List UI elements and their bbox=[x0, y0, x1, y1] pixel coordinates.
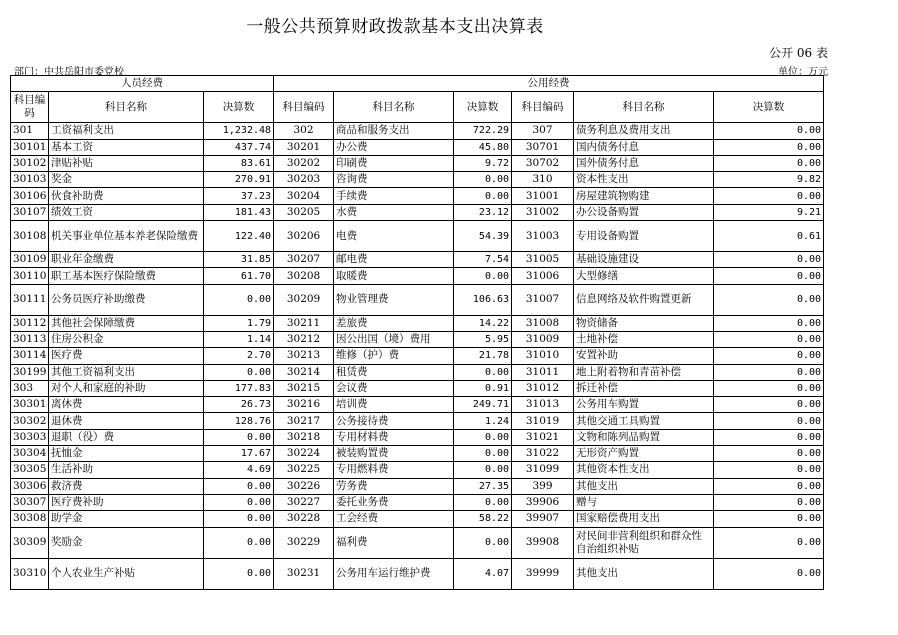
cell-other-amount: 0.00 bbox=[714, 413, 824, 429]
cell-personnel-amount: 0.00 bbox=[204, 558, 274, 589]
cell-other-name: 土地补偿 bbox=[574, 331, 714, 347]
cell-goods-name: 被装购置费 bbox=[334, 446, 454, 462]
cell-personnel-name: 奖励金 bbox=[49, 527, 204, 558]
cell-personnel-code: 30111 bbox=[11, 284, 49, 315]
cell-goods-amount: 0.00 bbox=[454, 268, 512, 284]
cell-goods-amount: 5.95 bbox=[454, 331, 512, 347]
cell-goods-name: 印刷费 bbox=[334, 155, 454, 171]
cell-goods-code: 30205 bbox=[274, 204, 334, 220]
cell-other-code: 31009 bbox=[512, 331, 574, 347]
cell-other-code: 31099 bbox=[512, 462, 574, 478]
cell-goods-code: 30216 bbox=[274, 397, 334, 413]
table-row bbox=[11, 331, 824, 347]
cell-other-name: 国外债务付息 bbox=[574, 155, 714, 171]
cell-other-name: 赠与 bbox=[574, 494, 714, 510]
cell-other-amount: 0.00 bbox=[714, 315, 824, 331]
cell-goods-code: 30231 bbox=[274, 558, 334, 589]
cell-other-code: 30702 bbox=[512, 155, 574, 171]
cell-personnel-code: 30307 bbox=[11, 494, 49, 510]
cell-other-amount: 0.00 bbox=[714, 252, 824, 268]
table-row bbox=[11, 446, 824, 462]
group-header-personnel: 人员经费 bbox=[11, 76, 274, 92]
cell-personnel-code: 30199 bbox=[11, 364, 49, 380]
cell-personnel-name: 机关事业单位基本养老保险缴费 bbox=[49, 221, 204, 252]
col-header-code: 科目编码 bbox=[274, 92, 334, 123]
col-header-amount: 决算数 bbox=[204, 92, 274, 123]
cell-other-name: 无形资产购置 bbox=[574, 446, 714, 462]
cell-personnel-amount: 122.40 bbox=[204, 221, 274, 252]
cell-other-code: 30701 bbox=[512, 139, 574, 155]
cell-personnel-name: 工资福利支出 bbox=[49, 123, 204, 139]
table-row bbox=[11, 397, 824, 413]
cell-personnel-amount: 181.43 bbox=[204, 204, 274, 220]
cell-goods-amount: 0.00 bbox=[454, 429, 512, 445]
cell-goods-code: 30203 bbox=[274, 172, 334, 188]
cell-goods-code: 30209 bbox=[274, 284, 334, 315]
table-row bbox=[11, 268, 824, 284]
cell-personnel-name: 助学金 bbox=[49, 511, 204, 527]
table-row bbox=[11, 221, 824, 252]
cell-personnel-code: 30103 bbox=[11, 172, 49, 188]
cell-other-amount: 0.00 bbox=[714, 123, 824, 139]
cell-personnel-name: 基本工资 bbox=[49, 139, 204, 155]
table-row bbox=[11, 284, 824, 315]
cell-goods-code: 30229 bbox=[274, 527, 334, 558]
cell-other-name: 物资储备 bbox=[574, 315, 714, 331]
cell-other-name: 公务用车购置 bbox=[574, 397, 714, 413]
cell-personnel-name: 抚恤金 bbox=[49, 446, 204, 462]
cell-personnel-code: 30101 bbox=[11, 139, 49, 155]
cell-goods-name: 培训费 bbox=[334, 397, 454, 413]
table-row bbox=[11, 315, 824, 331]
cell-personnel-code: 30102 bbox=[11, 155, 49, 171]
cell-personnel-amount: 0.00 bbox=[204, 429, 274, 445]
cell-personnel-amount: 0.00 bbox=[204, 527, 274, 558]
cell-goods-name: 公务用车运行维护费 bbox=[334, 558, 454, 589]
cell-goods-code: 30228 bbox=[274, 511, 334, 527]
cell-goods-amount: 0.00 bbox=[454, 364, 512, 380]
cell-personnel-amount: 0.00 bbox=[204, 478, 274, 494]
table-row bbox=[11, 348, 824, 364]
cell-goods-amount: 722.29 bbox=[454, 123, 512, 139]
cell-goods-amount: 14.22 bbox=[454, 315, 512, 331]
cell-goods-name: 专用燃料费 bbox=[334, 462, 454, 478]
cell-personnel-code: 30109 bbox=[11, 252, 49, 268]
cell-personnel-amount: 128.76 bbox=[204, 413, 274, 429]
cell-goods-amount: 45.80 bbox=[454, 139, 512, 155]
cell-personnel-name: 职业年金缴费 bbox=[49, 252, 204, 268]
table-row bbox=[11, 172, 824, 188]
cell-personnel-name: 伙食补助费 bbox=[49, 188, 204, 204]
cell-other-amount: 0.00 bbox=[714, 462, 824, 478]
cell-personnel-amount: 0.00 bbox=[204, 284, 274, 315]
cell-other-name: 拆迁补偿 bbox=[574, 380, 714, 396]
table-row bbox=[11, 123, 824, 139]
cell-goods-code: 30212 bbox=[274, 331, 334, 347]
cell-goods-amount: 0.00 bbox=[454, 446, 512, 462]
cell-goods-code: 30213 bbox=[274, 348, 334, 364]
cell-personnel-amount: 17.67 bbox=[204, 446, 274, 462]
cell-other-amount: 0.00 bbox=[714, 155, 824, 171]
cell-other-code: 31003 bbox=[512, 221, 574, 252]
cell-personnel-amount: 31.85 bbox=[204, 252, 274, 268]
cell-other-amount: 0.00 bbox=[714, 494, 824, 510]
cell-other-code: 31010 bbox=[512, 348, 574, 364]
cell-goods-code: 30201 bbox=[274, 139, 334, 155]
cell-personnel-code: 30113 bbox=[11, 331, 49, 347]
cell-other-name: 办公设备购置 bbox=[574, 204, 714, 220]
cell-other-name: 文物和陈列品购置 bbox=[574, 429, 714, 445]
cell-goods-amount: 0.00 bbox=[454, 172, 512, 188]
cell-personnel-amount: 0.00 bbox=[204, 494, 274, 510]
cell-other-amount: 0.00 bbox=[714, 429, 824, 445]
cell-goods-code: 30218 bbox=[274, 429, 334, 445]
cell-other-code: 39907 bbox=[512, 511, 574, 527]
department-label: 部门：中共岳阳市委党校 bbox=[14, 67, 124, 78]
cell-personnel-name: 其他工资福利支出 bbox=[49, 364, 204, 380]
col-header-name: 科目名称 bbox=[574, 92, 714, 123]
cell-personnel-name: 退职（役）费 bbox=[49, 429, 204, 445]
cell-personnel-name: 救济费 bbox=[49, 478, 204, 494]
cell-personnel-name: 公务员医疗补助缴费 bbox=[49, 284, 204, 315]
cell-personnel-code: 30302 bbox=[11, 413, 49, 429]
cell-other-amount: 0.00 bbox=[714, 364, 824, 380]
cell-other-name: 其他资本性支出 bbox=[574, 462, 714, 478]
cell-personnel-amount: 83.61 bbox=[204, 155, 274, 171]
cell-personnel-amount: 0.00 bbox=[204, 364, 274, 380]
cell-personnel-name: 离休费 bbox=[49, 397, 204, 413]
cell-personnel-amount: 61.70 bbox=[204, 268, 274, 284]
cell-other-amount: 9.82 bbox=[714, 172, 824, 188]
cell-personnel-code: 30306 bbox=[11, 478, 49, 494]
cell-goods-name: 因公出国（境）费用 bbox=[334, 331, 454, 347]
expenditure-table bbox=[10, 75, 824, 590]
cell-personnel-amount: 177.83 bbox=[204, 380, 274, 396]
group-header-public: 公用经费 bbox=[274, 76, 824, 92]
cell-goods-name: 工会经费 bbox=[334, 511, 454, 527]
cell-personnel-code: 30112 bbox=[11, 315, 49, 331]
cell-other-code: 31007 bbox=[512, 284, 574, 315]
cell-personnel-code: 30305 bbox=[11, 462, 49, 478]
cell-goods-code: 30208 bbox=[274, 268, 334, 284]
cell-goods-code: 30227 bbox=[274, 494, 334, 510]
cell-personnel-code: 30310 bbox=[11, 558, 49, 589]
cell-personnel-amount: 0.00 bbox=[204, 511, 274, 527]
cell-goods-code: 30225 bbox=[274, 462, 334, 478]
cell-other-amount: 0.00 bbox=[714, 284, 824, 315]
cell-other-code: 39999 bbox=[512, 558, 574, 589]
cell-goods-name: 手续费 bbox=[334, 188, 454, 204]
cell-goods-amount: 23.12 bbox=[454, 204, 512, 220]
cell-goods-name: 取暖费 bbox=[334, 268, 454, 284]
cell-personnel-code: 30308 bbox=[11, 511, 49, 527]
cell-personnel-code: 30303 bbox=[11, 429, 49, 445]
cell-goods-name: 专用材料费 bbox=[334, 429, 454, 445]
cell-personnel-name: 奖金 bbox=[49, 172, 204, 188]
cell-other-code: 31006 bbox=[512, 268, 574, 284]
cell-other-name: 其他交通工具购置 bbox=[574, 413, 714, 429]
table-body bbox=[11, 123, 824, 589]
table-row bbox=[11, 494, 824, 510]
cell-goods-amount: 0.91 bbox=[454, 380, 512, 396]
cell-goods-amount: 54.39 bbox=[454, 221, 512, 252]
cell-other-code: 31005 bbox=[512, 252, 574, 268]
cell-personnel-amount: 437.74 bbox=[204, 139, 274, 155]
cell-other-amount: 0.00 bbox=[714, 446, 824, 462]
cell-goods-amount: 0.00 bbox=[454, 527, 512, 558]
cell-personnel-code: 301 bbox=[11, 123, 49, 139]
cell-personnel-name: 生活补助 bbox=[49, 462, 204, 478]
unit-label: 单位：万元 bbox=[778, 67, 828, 78]
table-row bbox=[11, 204, 824, 220]
cell-other-amount: 0.61 bbox=[714, 221, 824, 252]
table-row bbox=[11, 429, 824, 445]
cell-other-name: 其他支出 bbox=[574, 478, 714, 494]
cell-goods-name: 会议费 bbox=[334, 380, 454, 396]
cell-goods-code: 30204 bbox=[274, 188, 334, 204]
cell-other-amount: 0.00 bbox=[714, 397, 824, 413]
cell-personnel-code: 30114 bbox=[11, 348, 49, 364]
table-row bbox=[11, 478, 824, 494]
cell-goods-code: 302 bbox=[274, 123, 334, 139]
table-row bbox=[11, 462, 824, 478]
cell-other-code: 39908 bbox=[512, 527, 574, 558]
cell-other-code: 31019 bbox=[512, 413, 574, 429]
cell-personnel-name: 其他社会保障缴费 bbox=[49, 315, 204, 331]
cell-other-name: 其他支出 bbox=[574, 558, 714, 589]
cell-other-code: 31021 bbox=[512, 429, 574, 445]
cell-other-name: 国内债务付息 bbox=[574, 139, 714, 155]
col-header-code: 科目编码 bbox=[11, 92, 49, 123]
cell-personnel-amount: 26.73 bbox=[204, 397, 274, 413]
cell-personnel-amount: 1,232.48 bbox=[204, 123, 274, 139]
cell-goods-code: 30217 bbox=[274, 413, 334, 429]
cell-other-amount: 0.00 bbox=[714, 188, 824, 204]
cell-other-amount: 0.00 bbox=[714, 268, 824, 284]
cell-personnel-name: 津贴补贴 bbox=[49, 155, 204, 171]
cell-personnel-amount: 1.14 bbox=[204, 331, 274, 347]
cell-personnel-code: 303 bbox=[11, 380, 49, 396]
cell-goods-amount: 9.72 bbox=[454, 155, 512, 171]
cell-other-name: 资本性支出 bbox=[574, 172, 714, 188]
cell-personnel-code: 30108 bbox=[11, 221, 49, 252]
cell-other-name: 基础设施建设 bbox=[574, 252, 714, 268]
cell-goods-amount: 7.54 bbox=[454, 252, 512, 268]
table-row bbox=[11, 511, 824, 527]
cell-personnel-name: 退休费 bbox=[49, 413, 204, 429]
table-row bbox=[11, 252, 824, 268]
cell-personnel-code: 30301 bbox=[11, 397, 49, 413]
cell-other-amount: 0.00 bbox=[714, 478, 824, 494]
cell-other-name: 信息网络及软件购置更新 bbox=[574, 284, 714, 315]
cell-goods-amount: 0.00 bbox=[454, 494, 512, 510]
cell-other-code: 31012 bbox=[512, 380, 574, 396]
col-header-amount: 决算数 bbox=[714, 92, 824, 123]
col-header-name: 科目名称 bbox=[334, 92, 454, 123]
cell-personnel-name: 住房公积金 bbox=[49, 331, 204, 347]
cell-goods-amount: 1.24 bbox=[454, 413, 512, 429]
cell-goods-amount: 27.35 bbox=[454, 478, 512, 494]
cell-goods-code: 30206 bbox=[274, 221, 334, 252]
cell-other-name: 地上附着物和青苗补偿 bbox=[574, 364, 714, 380]
cell-other-code: 31022 bbox=[512, 446, 574, 462]
cell-personnel-amount: 1.79 bbox=[204, 315, 274, 331]
cell-other-amount: 0.00 bbox=[714, 139, 824, 155]
cell-goods-name: 水费 bbox=[334, 204, 454, 220]
cell-goods-amount: 4.07 bbox=[454, 558, 512, 589]
cell-goods-name: 差旅费 bbox=[334, 315, 454, 331]
cell-goods-name: 福利费 bbox=[334, 527, 454, 558]
table-row bbox=[11, 188, 824, 204]
cell-other-amount: 0.00 bbox=[714, 558, 824, 589]
cell-other-code: 310 bbox=[512, 172, 574, 188]
table-row bbox=[11, 413, 824, 429]
cell-personnel-name: 医疗费补助 bbox=[49, 494, 204, 510]
cell-personnel-name: 职工基本医疗保险缴费 bbox=[49, 268, 204, 284]
cell-personnel-amount: 2.70 bbox=[204, 348, 274, 364]
cell-other-amount: 0.00 bbox=[714, 348, 824, 364]
cell-personnel-code: 30309 bbox=[11, 527, 49, 558]
page-title: 一般公共预算财政拨款基本支出决算表 bbox=[246, 17, 544, 37]
cell-goods-amount: 21.78 bbox=[454, 348, 512, 364]
cell-other-name: 对民间非营利组织和群众性自治组织补贴 bbox=[574, 527, 714, 558]
cell-personnel-amount: 4.69 bbox=[204, 462, 274, 478]
table-row bbox=[11, 364, 824, 380]
table-row bbox=[11, 380, 824, 396]
cell-goods-amount: 0.00 bbox=[454, 462, 512, 478]
cell-other-code: 307 bbox=[512, 123, 574, 139]
cell-other-amount: 0.00 bbox=[714, 511, 824, 527]
cell-other-name: 大型修缮 bbox=[574, 268, 714, 284]
cell-other-amount: 0.00 bbox=[714, 380, 824, 396]
cell-other-name: 安置补助 bbox=[574, 348, 714, 364]
cell-goods-name: 电费 bbox=[334, 221, 454, 252]
cell-goods-code: 30207 bbox=[274, 252, 334, 268]
cell-goods-amount: 0.00 bbox=[454, 188, 512, 204]
col-header-name: 科目名称 bbox=[49, 92, 204, 123]
cell-goods-amount: 249.71 bbox=[454, 397, 512, 413]
cell-goods-code: 30215 bbox=[274, 380, 334, 396]
cell-goods-name: 咨询费 bbox=[334, 172, 454, 188]
cell-other-name: 债务利息及费用支出 bbox=[574, 123, 714, 139]
cell-goods-name: 公务接待费 bbox=[334, 413, 454, 429]
cell-goods-code: 30211 bbox=[274, 315, 334, 331]
cell-other-amount: 9.21 bbox=[714, 204, 824, 220]
cell-personnel-code: 30107 bbox=[11, 204, 49, 220]
table-row bbox=[11, 155, 824, 171]
cell-goods-name: 劳务费 bbox=[334, 478, 454, 494]
cell-other-code: 31001 bbox=[512, 188, 574, 204]
cell-other-code: 31008 bbox=[512, 315, 574, 331]
form-number: 公开 06 表 bbox=[769, 46, 828, 60]
cell-other-code: 31013 bbox=[512, 397, 574, 413]
cell-personnel-amount: 37.23 bbox=[204, 188, 274, 204]
cell-goods-code: 30226 bbox=[274, 478, 334, 494]
cell-other-name: 专用设备购置 bbox=[574, 221, 714, 252]
cell-goods-name: 物业管理费 bbox=[334, 284, 454, 315]
cell-goods-name: 委托业务费 bbox=[334, 494, 454, 510]
cell-personnel-name: 医疗费 bbox=[49, 348, 204, 364]
table-row bbox=[11, 139, 824, 155]
cell-goods-name: 邮电费 bbox=[334, 252, 454, 268]
cell-goods-name: 商品和服务支出 bbox=[334, 123, 454, 139]
cell-personnel-name: 对个人和家庭的补助 bbox=[49, 380, 204, 396]
cell-personnel-name: 绩效工资 bbox=[49, 204, 204, 220]
cell-goods-name: 办公费 bbox=[334, 139, 454, 155]
cell-goods-code: 30214 bbox=[274, 364, 334, 380]
cell-other-code: 31011 bbox=[512, 364, 574, 380]
cell-other-code: 399 bbox=[512, 478, 574, 494]
cell-other-amount: 0.00 bbox=[714, 331, 824, 347]
cell-goods-code: 30224 bbox=[274, 446, 334, 462]
table-row bbox=[11, 558, 824, 589]
table-row bbox=[11, 527, 824, 558]
col-header-amount: 决算数 bbox=[454, 92, 512, 123]
cell-other-name: 房屋建筑物购建 bbox=[574, 188, 714, 204]
cell-other-amount: 0.00 bbox=[714, 527, 824, 558]
cell-goods-code: 30202 bbox=[274, 155, 334, 171]
cell-personnel-code: 30106 bbox=[11, 188, 49, 204]
cell-personnel-name: 个人农业生产补贴 bbox=[49, 558, 204, 589]
cell-personnel-code: 30304 bbox=[11, 446, 49, 462]
col-header-code: 科目编码 bbox=[512, 92, 574, 123]
cell-personnel-amount: 270.91 bbox=[204, 172, 274, 188]
cell-other-code: 39906 bbox=[512, 494, 574, 510]
cell-other-code: 31002 bbox=[512, 204, 574, 220]
cell-goods-amount: 58.22 bbox=[454, 511, 512, 527]
cell-goods-amount: 106.63 bbox=[454, 284, 512, 315]
cell-other-name: 国家赔偿费用支出 bbox=[574, 511, 714, 527]
cell-goods-name: 租赁费 bbox=[334, 364, 454, 380]
cell-goods-name: 维修（护）费 bbox=[334, 348, 454, 364]
cell-personnel-code: 30110 bbox=[11, 268, 49, 284]
